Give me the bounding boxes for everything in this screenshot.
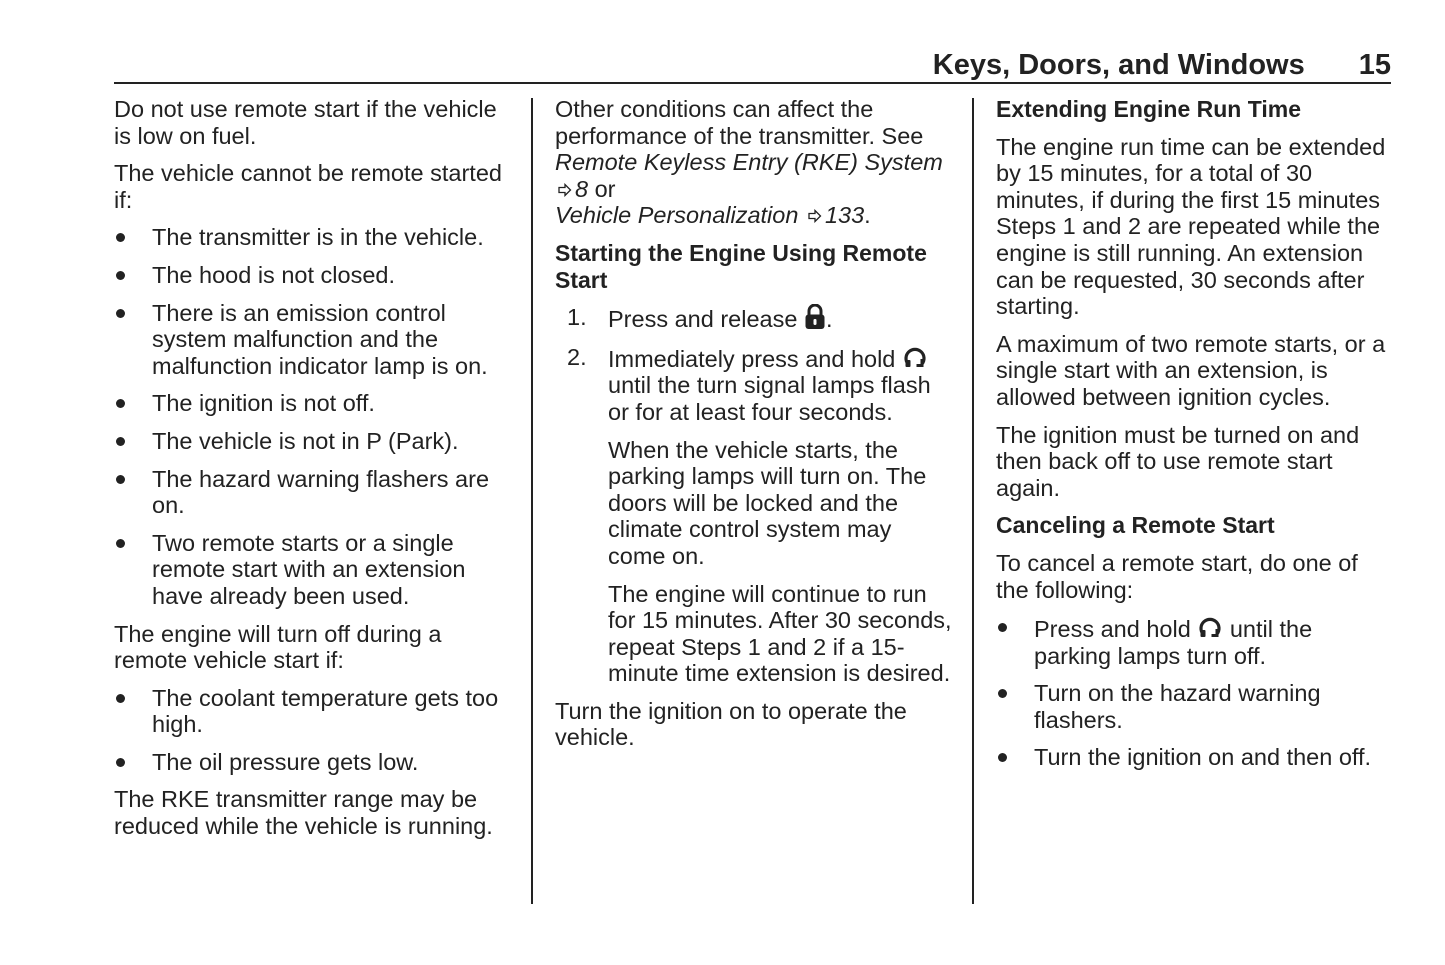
note-engine-continues: The engine will continue to run for 15 minutes. After 30 seconds, repeat Steps 1 and 2 if a 15-minute time extension is desired. — [608, 580, 952, 687]
heading-extending-run-time: Extending Engine Run Time — [996, 96, 1301, 122]
cannot-start-list — [114, 224, 519, 609]
list-item: The coolant temperature gets too high. — [114, 685, 519, 738]
bullet-icon — [116, 758, 125, 767]
list-item: Turn on the hazard warning flashers. — [996, 680, 1391, 733]
column-2 — [555, 96, 955, 762]
list-item: Turn the ignition on and then off. — [996, 744, 1391, 771]
note-vehicle-starts: When the vehicle starts, the parking lamps will turn on. The doors will be locked and the climate control system may come on. — [608, 436, 927, 569]
column-3 — [996, 96, 1391, 782]
list-item: The ignition is not off. — [114, 390, 519, 417]
bullet-icon — [998, 689, 1007, 698]
remote-start-icon — [902, 344, 928, 370]
bullet-icon — [116, 539, 125, 548]
paragraph-engine-off: The engine will turn off during a remote vehicle start if: — [114, 620, 442, 674]
paragraph-cancel-intro: To cancel a remote start, do one of the following: — [996, 549, 1358, 603]
list-item: 1. Press and release . — [567, 304, 833, 333]
list-item: The vehicle is not in P (Park). — [114, 428, 519, 455]
engine-off-list — [114, 685, 519, 776]
list-item: Two remote starts or a single remote start with an extension have already been used. — [114, 530, 519, 610]
page-ref-rke[interactable]: 8 — [575, 175, 589, 202]
paragraph-extension: The engine run time can be extended by 15 minutes, for a total of 30 minutes, if during the first 15 minutes Steps 1 and 2 are repeated while the engine is still running. An extension can be requested, 30 seconds after starting. — [996, 133, 1386, 320]
paragraph-ignition-cycle: The ignition must be turned on and then back off to use remote start again. — [996, 421, 1360, 501]
page-ref-personalization[interactable]: 133 — [824, 202, 865, 229]
bullet-icon — [116, 475, 125, 484]
bullet-icon — [116, 399, 125, 408]
list-item: The transmitter is in the vehicle. — [114, 224, 519, 251]
link-vehicle-personalization[interactable]: Vehicle Personalization — [555, 202, 799, 229]
paragraph-turn-ignition: Turn the ignition on to operate the vehicle. — [555, 697, 907, 751]
cancel-list — [996, 614, 1391, 771]
list-item: There is an emission control system malfunction and the malfunction indicator lamp is on. — [114, 300, 519, 380]
heading-canceling-remote-start: Canceling a Remote Start — [996, 512, 1275, 539]
paragraph-low-fuel: Do not use remote start if the vehicle is low on fuel. — [114, 96, 497, 149]
page-number: 15 — [1358, 49, 1391, 81]
bullet-icon — [116, 437, 125, 446]
bullet-icon — [116, 309, 125, 318]
bullet-icon — [998, 623, 1007, 632]
list-item: 2. Immediately press and hold until the turn signal lamps flash or for at least four seconds. — [567, 343, 931, 425]
paragraph-rke-range: The RKE transmitter range may be reduced while the vehicle is running. — [114, 786, 493, 840]
paragraph-maximum-starts: A maximum of two remote starts, or a single start with an extension, is allowed between ignition cycles. — [996, 330, 1386, 410]
page-header — [114, 44, 1391, 84]
page-reference-arrow-icon — [808, 209, 822, 223]
list-item: The oil pressure gets low. — [114, 749, 519, 776]
paragraph-other-conditions: Other conditions can affect the performance of the transmitter. See Remote Keyless Entry (RKE) System 8 or Vehicle Personalization 133. — [555, 96, 943, 229]
link-rke-system[interactable]: Remote Keyless Entry (RKE) System — [555, 149, 943, 176]
column-1 — [114, 96, 519, 851]
paragraph-cannot-start: The vehicle cannot be remote started if: — [114, 160, 502, 213]
lock-icon — [804, 304, 826, 330]
remote-start-icon — [1197, 614, 1223, 640]
start-steps-list — [555, 304, 955, 425]
bullet-icon — [998, 753, 1007, 762]
column-divider-1 — [531, 98, 533, 904]
list-item: Press and hold until the parking lamps turn off. — [996, 614, 1391, 669]
page-reference-arrow-icon — [558, 183, 572, 197]
bullet-icon — [116, 694, 125, 703]
heading-starting-engine: Starting the Engine Using Remote Start — [555, 239, 927, 293]
section-title: Keys, Doors, and Windows — [932, 49, 1305, 81]
bullet-icon — [116, 271, 125, 280]
list-item: The hazard warning flashers are on. — [114, 466, 519, 519]
list-item: The hood is not closed. — [114, 262, 519, 289]
bullet-icon — [116, 233, 125, 242]
column-divider-2 — [972, 98, 974, 904]
